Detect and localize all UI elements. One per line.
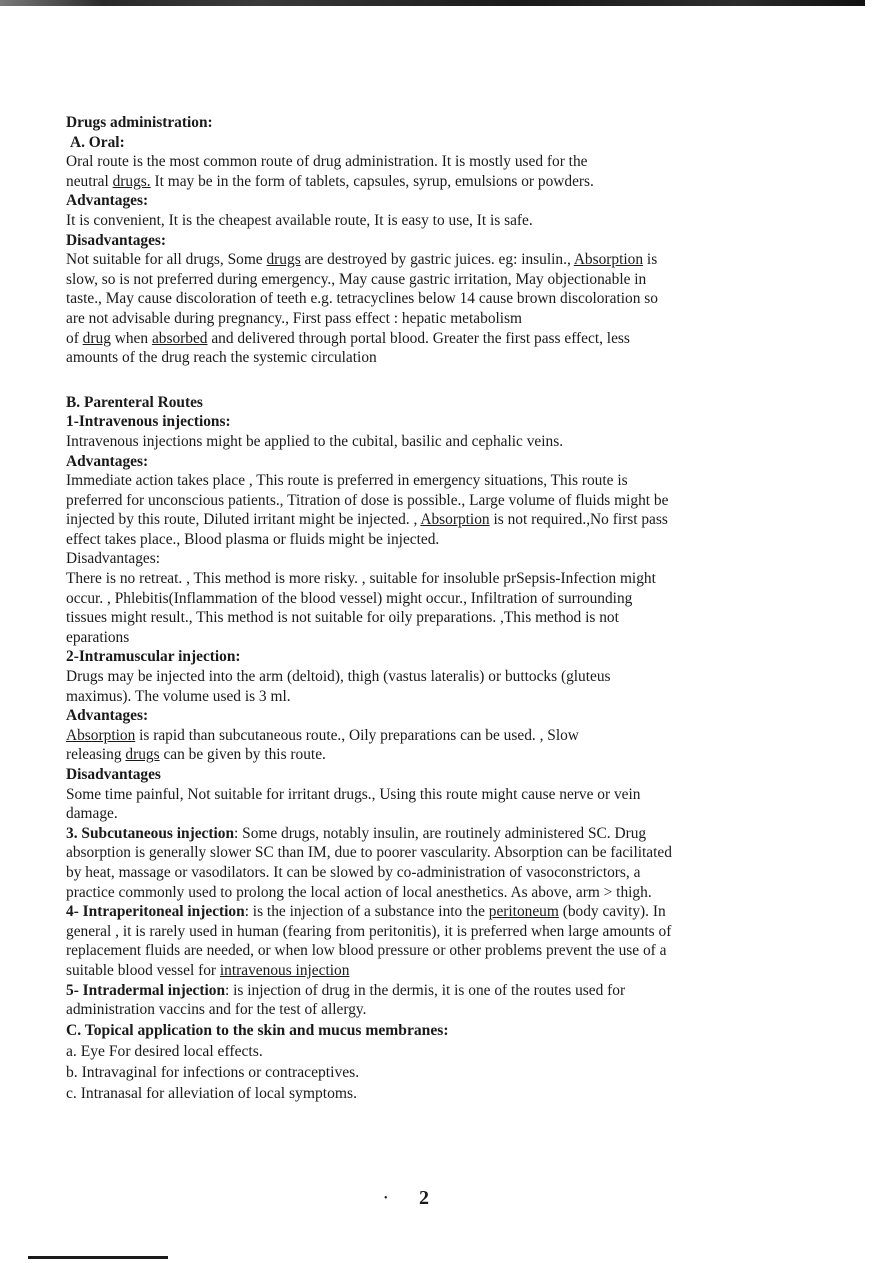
iv-advantages-line-2: preferred for unconscious patients., Titration of dose is possible., Large volume of fluids might be bbox=[66, 491, 669, 509]
ip-heading: 4- Intraperitoneal injection bbox=[66, 903, 245, 921]
im-text-line-2: maximus). The volume used is 3 ml. bbox=[66, 687, 291, 705]
text-span: can be given by this route. bbox=[159, 746, 326, 764]
underlined-term: drugs bbox=[125, 746, 160, 764]
oral-disadvantages-line-5 bbox=[66, 329, 781, 349]
text-span: injected by this route, Diluted irritant might be injected. , bbox=[66, 511, 421, 529]
oral-disadvantages-heading: Disadvantages: bbox=[66, 231, 167, 249]
page-number: 2 bbox=[419, 1187, 429, 1209]
section-gap bbox=[66, 368, 781, 393]
sc-line-2: absorption is generally slower SC than IM, due to poorer vascularity. Absorption can be facilitated bbox=[66, 844, 672, 862]
sc-line-3: by heat, massage or vasodilators. It can be slowed by co-administration of vasoconstrictors, a bbox=[66, 863, 641, 881]
im-advantages-line-2 bbox=[66, 745, 781, 765]
underlined-term: drug bbox=[82, 329, 111, 347]
oral-disadvantages-line-2: slow, so is not preferred during emergency., May cause gastric irritation, May objectionable in bbox=[66, 270, 647, 288]
text-span: is rapid than subcutaneous route., Oily preparations can be used. , Slow bbox=[135, 726, 579, 744]
iv-disadvantages-line-2: occur. , Phlebitis(Inflammation of the blood vessel) might occur., Infiltration of surrounding bbox=[66, 589, 633, 607]
underlined-term: drugs bbox=[266, 251, 301, 269]
im-text-line-1: Drugs may be injected into the arm (deltoid), thigh (vastus lateralis) or buttocks (gluteus bbox=[66, 668, 611, 686]
oral-disadvantages-line-1 bbox=[66, 250, 781, 270]
text-span: when bbox=[110, 329, 152, 347]
underlined-term: Absorption bbox=[573, 251, 644, 269]
im-disadvantages-heading: Disadvantages bbox=[66, 766, 161, 783]
oral-disadvantages-line-6: amounts of the drug reach the systemic circulation bbox=[66, 349, 377, 367]
text-span: is not required.,No first pass bbox=[489, 511, 668, 529]
text-span: and delivered through portal blood. Greater the first pass effect, less bbox=[207, 329, 630, 347]
oral-text-line-1: Oral route is the most common route of drug administration. It is mostly used for the bbox=[66, 153, 588, 171]
iv-disadvantages-line-3: tissues might result., This method is not suitable for oily preparations. ,This method is not bbox=[66, 609, 619, 627]
oral-disadvantages-line-3: taste., May cause discoloration of teeth e.g. tetracyclines below 14 cause brown discoloration so bbox=[66, 290, 658, 308]
im-advantages-heading: Advantages: bbox=[66, 707, 149, 725]
sc-line-4: practice commonly used to prolong the local action of local anesthetics. As above, arm > thigh. bbox=[66, 883, 652, 901]
ip-line-2: general , it is rarely used in human (fearing from peritonitis), it is preferred when large amounts of bbox=[66, 922, 672, 940]
iv-disadvantages-line-1: There is no retreat. , This method is more risky. , suitable for insoluble prSepsis-Infection might bbox=[66, 570, 656, 588]
underlined-term: Absorption bbox=[66, 726, 136, 744]
scan-top-border bbox=[0, 0, 865, 6]
text-span: (body cavity). In bbox=[558, 903, 666, 921]
topical-heading: C. Topical application to the skin and mucus membranes: bbox=[66, 1021, 449, 1039]
im-disadvantages-line-1: Some time painful, Not suitable for irritant drugs., Using this route might cause nerve or vein bbox=[66, 785, 641, 803]
oral-heading: A. Oral: bbox=[70, 133, 125, 151]
im-advantages-line-1 bbox=[66, 726, 781, 746]
oral-advantages-heading: Advantages: bbox=[66, 192, 149, 210]
ip-line-1 bbox=[66, 902, 781, 922]
ip-line-3: replacement fluids are needed, or when low blood pressure or other problems prevent the use of a bbox=[66, 942, 667, 960]
sc-line-1 bbox=[66, 824, 781, 844]
underlined-term: peritoneum bbox=[488, 903, 559, 921]
underlined-term: drugs. bbox=[112, 172, 151, 190]
iv-advantages-heading: Advantages: bbox=[66, 452, 149, 470]
scan-bottom-mark bbox=[28, 1256, 168, 1259]
iv-disadvantages-heading: Disadvantages: bbox=[66, 550, 161, 568]
oral-disadvantages-line-4: are not advisable during pregnancy., First pass effect : hepatic metabolism bbox=[66, 309, 523, 327]
text-span: It may be in the form of tablets, capsules, syrup, emulsions or powders. bbox=[150, 172, 594, 190]
sc-heading: 3. Subcutaneous injection bbox=[66, 824, 235, 842]
list-item: b. Intravaginal for infections or contraceptives. bbox=[66, 1063, 360, 1081]
text-span: : Some drugs, notably insulin, are routinely administered SC. Drug bbox=[234, 824, 647, 842]
iv-heading: 1-Intravenous injections: bbox=[66, 413, 231, 431]
text-span: releasing bbox=[66, 746, 126, 764]
im-heading: 2-Intramuscular injection: bbox=[66, 648, 241, 666]
underlined-term: intravenous injection bbox=[219, 961, 350, 979]
text-span: are destroyed by gastric juices. eg: insulin., bbox=[300, 251, 574, 269]
underlined-term: absorbed bbox=[151, 329, 208, 347]
text-span: of bbox=[66, 329, 83, 347]
underlined-term: Absorption bbox=[420, 511, 490, 529]
oral-advantages-text: It is convenient, It is the cheapest available route, It is easy to use, It is safe. bbox=[66, 211, 533, 229]
text-span: : is injection of drug in the dermis, it is one of the routes used for bbox=[225, 981, 626, 999]
id-line-2: administration vaccins and for the test of allergy. bbox=[66, 1001, 367, 1019]
iv-advantages-line-1: Immediate action takes place , This route is preferred in emergency situations, This route is bbox=[66, 472, 628, 490]
id-line-1 bbox=[66, 981, 781, 1001]
im-disadvantages-line-2: damage. bbox=[66, 805, 118, 823]
iv-text: Intravenous injections might be applied to the cubital, basilic and cephalic veins. bbox=[66, 432, 564, 450]
text-span: Not suitable for all drugs, Some bbox=[66, 251, 267, 269]
oral-text-line-2 bbox=[66, 172, 781, 192]
parenteral-heading: B. Parenteral Routes bbox=[66, 393, 203, 411]
list-item: a. Eye For desired local effects. bbox=[66, 1042, 263, 1060]
iv-advantages-line-4: effect takes place., Blood plasma or fluids might be injected. bbox=[66, 530, 440, 548]
iv-advantages-line-3 bbox=[66, 510, 781, 530]
iv-disadvantages-line-4: eparations bbox=[66, 628, 130, 646]
topical-section bbox=[66, 1020, 781, 1104]
text-span: suitable blood vessel for bbox=[66, 961, 220, 979]
text-span: neutral bbox=[66, 172, 113, 190]
id-heading: 5- Intradermal injection bbox=[66, 981, 226, 999]
document-body bbox=[66, 113, 781, 1104]
ip-line-4 bbox=[66, 961, 781, 981]
text-span: : is the injection of a substance into the bbox=[244, 903, 489, 921]
text-span: is bbox=[643, 251, 658, 269]
scan-speck: • bbox=[384, 1193, 388, 1204]
list-item: c. Intranasal for alleviation of local symptoms. bbox=[66, 1084, 357, 1102]
page-title: Drugs administration: bbox=[66, 114, 213, 131]
